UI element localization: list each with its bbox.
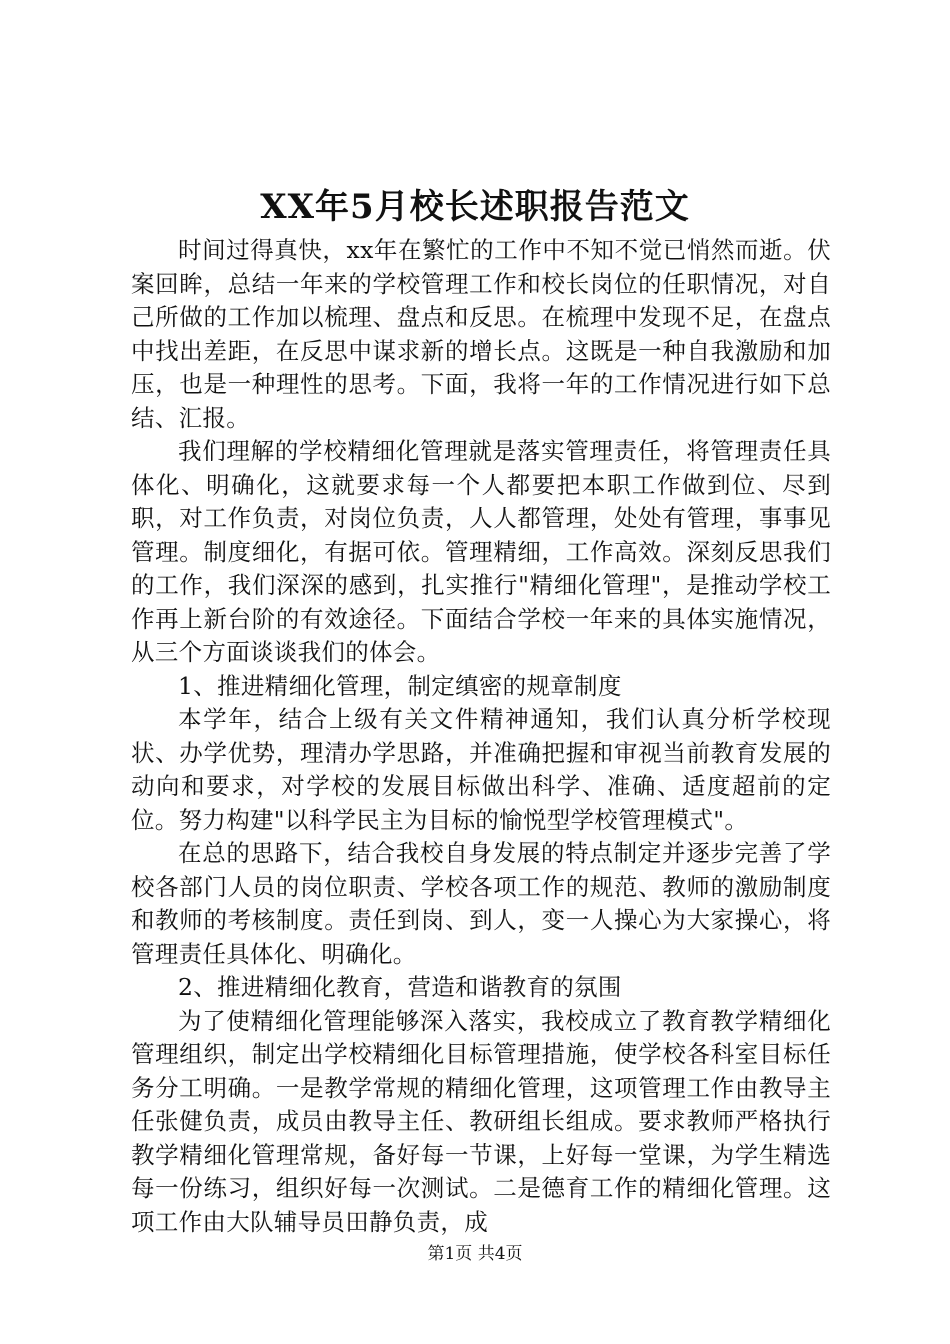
page-number-footer: 第1页 共4页 [427,1244,523,1264]
paragraph-understanding: 我们理解的学校精细化管理就是落实管理责任，将管理责任具体化、明确化，这就要求每一个人都要把本职工作做到位、尽到职，对工作负责，对岗位负责，人人都管理，处处有管理，事事见管理。制度细化，有据可依。管理精细，工作高效。深刻反思我们的工作，我们深深的感到，扎实推行"精细化管理"，是推动学校工作再上新台阶的有效途径。下面结合学校一年来的具体实施情况，从三个方面谈谈我们的体会。 [131,437,831,666]
document-title: XX年5月校长述职报告范文 [260,187,690,227]
paragraph-intro: 时间过得真快，xx年在繁忙的工作中不知不觉已悄然而逝。伏案回眸，总结一年来的学校管理工作和校长岗位的任职情况，对自己所做的工作加以梳理、盘点和反思。在梳理中发现不足，在盘点中找出差距，在反思中谋求新的增长点。这既是一种自我激励和加压，也是一种理性的思考。下面，我将一年的工作情况进行如下总结、汇报。 [131,236,831,432]
document-body [131,234,831,1239]
section-heading-1: 1、推进精细化管理，制定缜密的规章制度 [178,671,622,700]
paragraph-section2-a: 为了使精细化管理能够深入落实，我校成立了教育教学精细化管理组织，制定出学校精细化目标管理措施，使学校各科室目标任务分工明确。一是教学常规的精细化管理，这项管理工作由教导主任张健负责，成员由教导主任、教研组长组成。要求教师严格执行教学精细化管理常规，备好每一节课，上好每一堂课，为学生精选每一份练习，组织好每一次测试。二是德育工作的精细化管理。这项工作由大队辅导员田静负责，成 [131,1006,831,1236]
section-heading-2: 2、推进精细化教育，营造和谐教育的氛围 [178,973,622,1001]
paragraph-section1-b: 在总的思路下，结合我校自身发展的特点制定并逐步完善了学校各部门人员的岗位职责、学校各项工作的规范、教师的激励制度和教师的考核制度。责任到岗、到人，变一人操心为大家操心，将管理责任具体化、明确化。 [131,839,831,968]
paragraph-section1-a: 本学年，结合上级有关文件精神通知，我们认真分析学校现状、办学优势，理清办学思路，并准确把握和审视当前教育发展的动向和要求，对学校的发展目标做出科学、准确、适度超前的定位。努力构建"以科学民主为目标的愉悦型学校管理模式"。 [131,705,831,834]
